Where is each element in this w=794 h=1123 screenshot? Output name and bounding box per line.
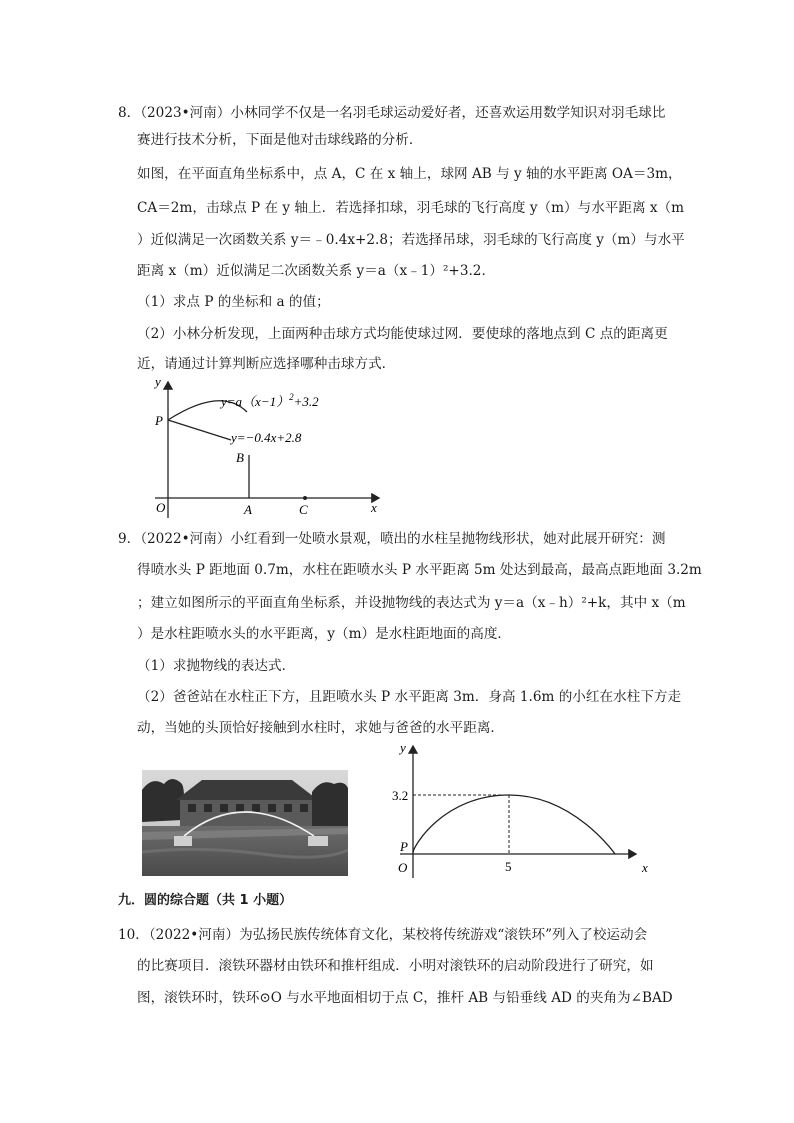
q9-x-axis-label: x: [642, 860, 648, 875]
q10-line-3: 图，滚铁环时，铁环⊙O 与水平地面相切于点 C，推杆 AB 与铅垂线 AD 的夹角为∠BAD: [137, 990, 673, 1006]
q8-line-4: CA＝2m，击球点 P 在 y 轴上．若选择扣球，羽毛球的飞行高度 y（m）与水平距离 x（m: [137, 200, 685, 216]
q10-line-2: 的比赛项目．滚铁环器材由铁环和推杆组成．小明对滚铁环的启动阶段进行了研究，如: [137, 958, 654, 974]
q9-y-tick-3-2: 3.2: [392, 788, 409, 803]
q8-x-axis-label: x: [371, 500, 377, 515]
q8-line-3: 如图，在平面直角坐标系中，点 A，C 在 x 轴上，球网 AB 与 y 轴的水平距离 OA＝3m，: [137, 166, 682, 182]
q8-part-2-line-2: 近，请通过计算判断应选择哪种击球方式．: [137, 356, 396, 372]
q8-label-P: P: [155, 413, 163, 428]
q8-figure: [135, 370, 395, 522]
q8-label-O: O: [156, 500, 166, 515]
fountain-photo: [142, 770, 348, 876]
q8-part-2-line-1: （2）小林分析发现，上面两种击球方式均能使球过网．要使球的落地点到 C 点的距离更: [137, 326, 668, 342]
q9-line-2: 得喷水头 P 距地面 0.7m，水柱在距喷水头 P 水平距离 5m 处达到最高，最高点距地面 3.2m: [137, 562, 702, 578]
q8-part-1: （1）求点 P 的坐标和 a 的值；: [137, 294, 330, 310]
q8-line-5: ）近似满足一次函数关系 y＝﹣0.4x+2.8；若选择吊球，羽毛球的飞行高度 y（m）与水平: [137, 232, 685, 248]
q9-label-O: O: [398, 860, 408, 875]
q8-parabola-label: $y=a(x-1)^2+3.2$: [221, 392, 319, 409]
q9-part-2-line-1: （2）爸爸站在水柱正下方，且距喷水头 P 水平距离 3m．身高 1.6m 的小红在水柱下方走: [137, 689, 682, 705]
q9-parabola: [413, 795, 615, 854]
q10-line-1: 10．（2022•河南）为弘扬民族传统体育文化，某校将传统游戏“滚铁环”列入了校运动会: [118, 927, 648, 943]
q8-label-C: C: [299, 502, 308, 517]
q8-point-C: [303, 496, 307, 500]
q8-line-1: 8．（2023•河南）小林同学不仅是一名羽毛球运动爱好者，还喜欢运用数学知识对羽毛球比: [118, 105, 666, 121]
q9-line-4: ）是水柱距喷水头的水平距离，y（m）是水柱距地面的高度．: [137, 626, 512, 642]
q8-line-6: 距离 x（m）近似满足二次函数关系 y＝a（x﹣1）²+3.2．: [137, 263, 496, 279]
q8-label-B: B: [236, 450, 244, 465]
q9-figure: [380, 738, 670, 880]
q9-y-axis-label: y: [400, 740, 406, 755]
q8-line-2: 赛进行技术分析，下面是他对击球线路的分析．: [137, 132, 423, 148]
q8-line-label: y=−0.4x+2.8: [231, 430, 302, 445]
q8-y-axis-label: y: [155, 374, 161, 389]
q8-straight-line: [168, 420, 231, 440]
q9-line-3: ；建立如图所示的平面直角坐标系，并设抛物线的表达式为 y＝a（x﹣h）²+k，其中 x（m: [137, 595, 686, 611]
q9-x-tick-5: 5: [505, 859, 512, 874]
q9-part-1: （1）求抛物线的表达式．: [137, 658, 296, 674]
q8-label-A: A: [244, 502, 252, 517]
q9-part-2-line-2: 动，当她的头顶恰好接触到水柱时，求她与爸爸的水平距离．: [137, 720, 505, 736]
section-heading: 九．圆的综合题（共 1 小题）: [118, 893, 293, 908]
q9-line-1: 9．（2022•河南）小红看到一处喷水景观，喷出的水柱呈抛物线形状，她对此展开研究：测: [118, 531, 666, 547]
q9-label-P: P: [400, 839, 408, 854]
